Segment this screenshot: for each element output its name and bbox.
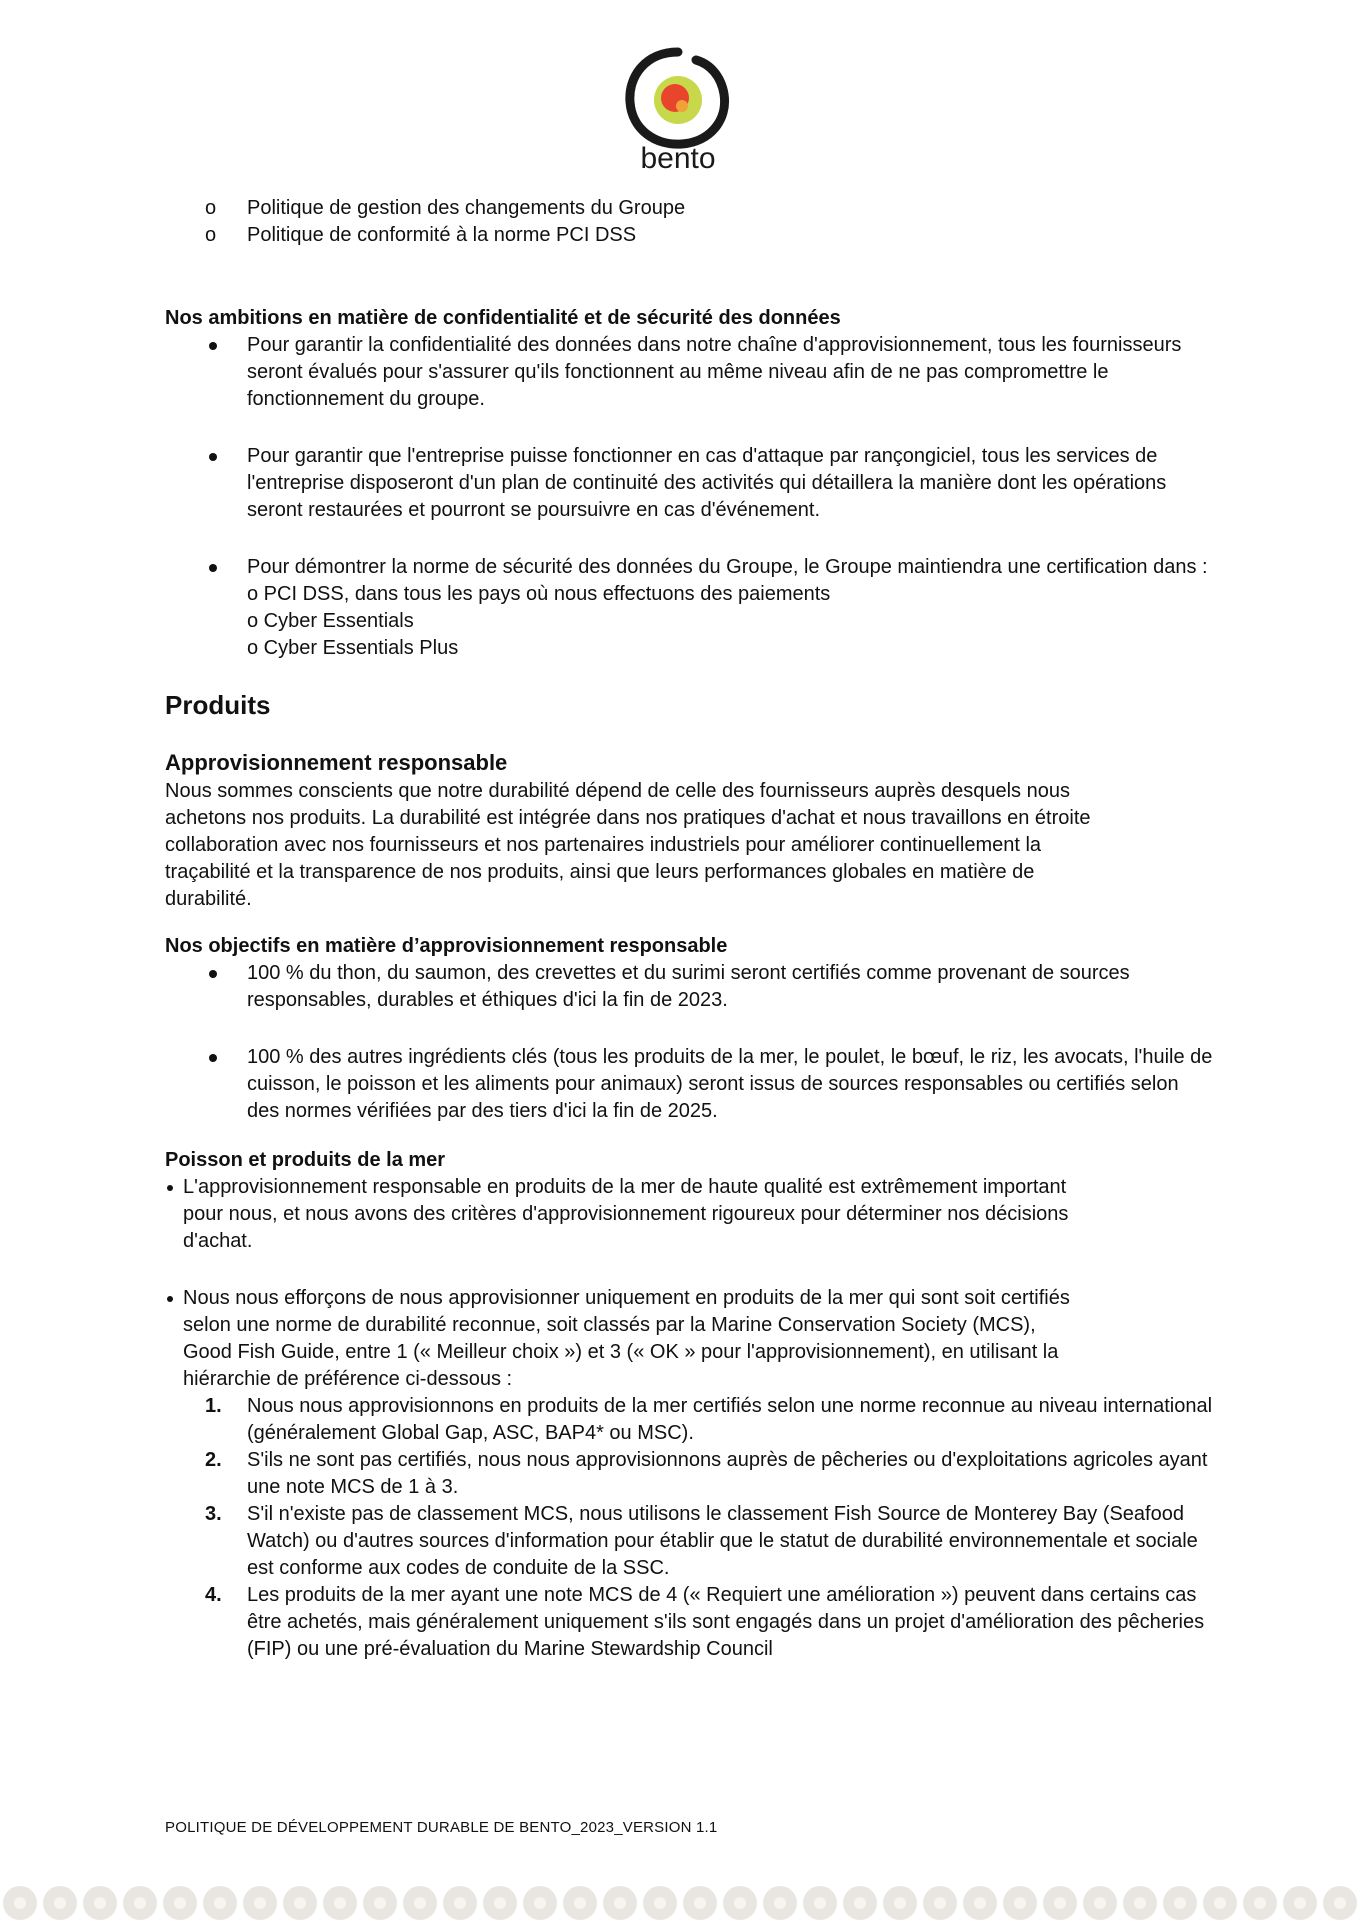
privacy-bullets (165, 332, 1215, 662)
list-item: Pour garantir que l'entreprise puisse fonctionner en cas d'attaque par rançongiciel, tous les services de l'entreprise disposeront d'un plan de continuité des activités qui détaillera la manière dont les opérations seront restaurées et pourront se poursuivre en cas d'événement. (165, 443, 1215, 524)
list-item: L'approvisionnement responsable en produits de la mer de haute qualité est extrêmement important pour nous, et nous avons des critères d'approvisionnement rigoureux pour déterminer nos décisions d'achat. (165, 1174, 1085, 1255)
document-body (165, 195, 1215, 1663)
seafood-heading: Poisson et produits de la mer (165, 1149, 446, 1171)
hierarchy-item: 4. Les produits de la mer ayant une note MCS de 4 (« Requiert une amélioration ») peuvent dans certains cas être achetés, mais généralement uniquement s'ils sont engagés dans un projet d'amélioration des pêcheries (FIP) ou une pré-évaluation du Marine Stewardship Council (205, 1584, 1205, 1660)
list-item: Pour garantir la confidentialité des données dans notre chaîne d'approvisionnement, tous les fournisseurs seront évalués pour s'assurer qu'ils fonctionnent au même niveau afin de ne pas compromettre le fonctionnement du groupe. (165, 332, 1215, 413)
list-item: 100 % du thon, du saumon, des crevettes et du surimi seront certifiés comme provenant de sources responsables, durables et éthiques d'ici la fin de 2023. (165, 960, 1215, 1014)
hierarchy-item: 2. S'ils ne sont pas certifiés, nous nous approvisionnons auprès de pêcheries ou d'exploitations agricoles ayant une note MCS de 1 à 3. (205, 1449, 1208, 1498)
objectives-bullets (165, 960, 1215, 1125)
continued-policy-list (165, 195, 1215, 249)
objectives-heading: Nos objectifs en matière d’approvisionnement responsable (165, 935, 728, 957)
certification-item: o PCI DSS, dans tous les pays où nous effectuons des paiements (247, 583, 831, 605)
decorative-pattern (0, 1873, 1357, 1920)
hierarchy-item: 1. Nous nous approvisionnons en produits de la mer certifiés selon une norme reconnue au niveau international (généralement Global Gap, ASC, BAP4* ou MSC). (205, 1395, 1213, 1444)
certification-item: o Cyber Essentials Plus (247, 637, 459, 659)
list-item: o Politique de gestion des changements du Groupe (165, 195, 1215, 222)
page-footer: POLITIQUE DE DÉVELOPPEMENT DURABLE DE BENTO_2023_VERSION 1.1 (165, 1819, 718, 1836)
list-item (165, 554, 1215, 662)
list-item: Nous nous efforçons de nous approvisionner uniquement en produits de la mer qui sont soit certifiés selon une norme de durabilité reconnue, soit classés par la Marine Conservation Society (MCS), Good Fish Guide, entre 1 (« Meilleur choix ») et 3 (« OK » pour l'approvisionnement), en utilisant la hiérarchie de préférence ci-dessous : (165, 1285, 1085, 1393)
sourcing-hierarchy (165, 1393, 1215, 1663)
logo-wordmark: bento (640, 142, 716, 172)
sourcing-paragraph: Nous sommes conscients que notre durabilité dépend de celle des fournisseurs auprès desquels nous achetons nos produits. La durabilité est intégrée dans nos pratiques d'achat et nous travaillons en étroite collaboration avec nos fournisseurs et nos partenaires industriels pour améliorer continuellement la traçabilité et la transparence de nos produits, ainsi que leurs performances globales en matière de durabilité. (165, 780, 1091, 910)
hierarchy-item: 3. S'il n'existe pas de classement MCS, nous utilisons le classement Fish Source de Monterey Bay (Seafood Watch) ou d'autres sources d'information pour établir que le statut de durabilité environnementale et sociale est conforme aux codes de conduite de la SSC. (205, 1503, 1198, 1579)
products-heading: Produits (165, 690, 271, 720)
logo-center-highlight (676, 100, 688, 112)
list-item: o Politique de conformité à la norme PCI DSS (165, 222, 1215, 249)
certification-item: o Cyber Essentials (247, 610, 414, 632)
list-item: 100 % des autres ingrédients clés (tous les produits de la mer, le poulet, le bœuf, le riz, les avocats, l'huile de cuisson, le poisson et les aliments pour animaux) seront issus de sources responsables ou certifiés selon des normes vérifiées par des tiers d'ici la fin de 2025. (165, 1044, 1215, 1125)
seafood-bullets (165, 1174, 1085, 1393)
bento-logo (618, 46, 738, 172)
privacy-heading: Nos ambitions en matière de confidentialité et de sécurité des données (165, 307, 841, 329)
list-item-text: Pour démontrer la norme de sécurité des données du Groupe, le Groupe maintiendra une certification dans : (247, 556, 1208, 578)
sourcing-heading: Approvisionnement responsable (165, 750, 508, 775)
